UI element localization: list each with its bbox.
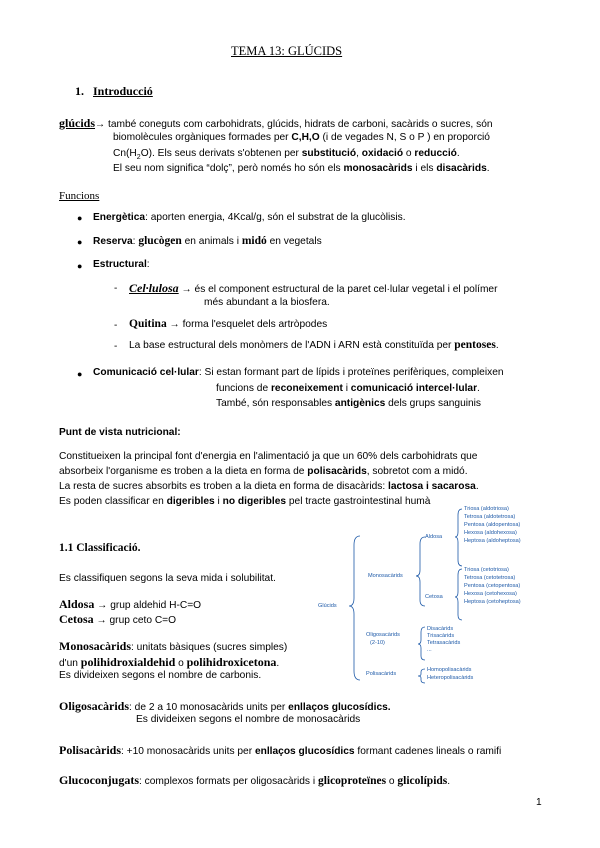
oligo-item: ... [427,647,432,653]
diagram-cetosa: Cetosa [425,594,443,600]
dash-marker: - [114,283,118,294]
section-heading: Introducció [93,84,153,98]
mono-line-3: Es divideixen segons el nombre de carbonis. [59,670,262,681]
nutricional-line-2: absorbeix l'organisme es troben a la dieta en forma de polisacàrids, sobretot com a midó. [59,466,468,477]
bullet-icon: ● [77,369,83,379]
cetose-item: Hexosa (cetohexosa) [464,591,517,597]
brace-oligosacarids [418,627,425,660]
funcio-comunicacio-l3: També, són responsables antigènics dels grups sanguinis [216,398,482,409]
aldose-item: Tetrosa (aldotetrosa) [464,514,516,520]
intro-line-2: biomolècules orgàniques formades per C,H,O (i de vegades N, S o P ) en proporció [113,132,490,143]
bullet-icon: ● [77,213,83,223]
poli-item: Heteropolisacàrids [427,675,474,681]
oligo-line-1: Oligosacàrids: de 2 a 10 monosacàrids units per enllaços glucosídics. [59,699,391,713]
classificacio-heading: 1.1 Classificació. [59,542,141,554]
diagram-oligosacarids: Oligosacàrids [366,632,400,638]
brace-aldosa [455,509,462,566]
cetose-item: Triosa (cetotriosa) [464,567,509,573]
cetose-item: Heptosa (cetoheptosa) [464,599,521,605]
cetose-item: Tetrosa (cetotetrosa) [464,575,516,581]
aldose-item: Hexosa (aldohexosa) [464,530,517,536]
cetose-item: Pentosa (cetopentosa) [464,583,521,589]
aldose-item: Pentosa (aldopentosa) [464,522,521,528]
brace-polisacarids [418,669,425,683]
page-title: TEMA 13: GLÚCIDS [231,44,343,58]
nutricional-line-1: Constitueixen la principal font d'energia en l'alimentació ja que un 60% dels carbohidrats que [59,451,478,462]
diagram-root: Glúcids [318,603,337,609]
dash-marker: - [114,341,118,352]
diagram-monosacarids: Monosacàrids [368,573,403,579]
oligo-item: Tetrasacàrids [427,640,461,646]
brace-monosacarids [416,537,425,606]
aldose-item: Triosa (aldotriosa) [464,506,509,512]
brace-glucids [349,536,360,680]
oligo-line-2: Es divideixen segons el nombre de monosacàrids [136,714,361,725]
intro-line-3: $Cn(H_2O)$. Els seus derivats s'obtenen per substitució, oxidació o reducció. [113,148,460,162]
intro-text: → també coneguts com carbohidrats, glúcids, hidrats de carboni, sacàrids o sucres, són [95,119,493,130]
oligo-item: Trisacàrids [427,633,455,639]
diagram-aldosa: Aldosa [425,534,443,540]
nutricional-line-4: Es poden classificar en digeribles i no digeribles pel tracte gastrointestinal humà [59,496,431,507]
item-pentoses: La base estructural dels monòmers de l'ADN i ARN està constituïda per pentoses. [129,339,499,351]
bullet-icon: ● [77,237,83,247]
item-quitina: Quitina → forma l'esquelet dels artròpodes [129,318,328,330]
funcio-estructural: Estructural: [93,259,150,270]
dash-marker: - [114,320,118,331]
classificacio-line-1: Es classifiquen segons la seva mida i solubilitat. [59,573,276,584]
poli-line: Polisacàrids: +10 monosacàrids units per enllaços glucosídics formant cadenes lineals o ramifi [59,743,502,757]
cetosa-line: Cetosa → grup ceto C=O [59,612,177,626]
aldose-item: Heptosa (aldoheptosa) [464,538,521,544]
nutricional-line-3: La resta de sucres absorbits es troben a la dieta en forma de disacàrids: lactosa i sacarosa. [59,481,479,492]
diagram-polisacarids: Polisacàrids [366,671,397,677]
page-number: 1 [536,797,542,808]
gluco-line: Glucoconjugats: complexos formats per oligosacàrids i glicoproteïnes o glicolípids. [59,773,451,787]
item-cellulosa-cont: més abundant a la biosfera. [204,297,330,308]
brace-cetosa [455,569,462,620]
funcio-comunicacio-l2: funcions de reconeixement i comunicació intercel·lular. [216,383,480,394]
oligo-item: Disacàrids [427,626,454,632]
diagram-oligo-range: (2-10) [370,640,385,646]
mono-line-2: d'un polihidroxialdehid o polihidroxicetona. [59,655,280,669]
funcio-energetica: Energètica: aporten energia, 4Kcal/g, són el substrat de la glucòlisis. [93,212,406,223]
term-glucids: glúcids [59,116,96,130]
intro-line-4: El seu nom significa “dolç”, però només ho són els monosacàrids i els disacàrids. [113,163,490,174]
bullet-icon: ● [77,261,83,271]
funcio-reserva: Reserva: glucògen en animals i midó en vegetals [93,235,322,247]
section-number: 1. [75,84,84,98]
nutricional-heading: Punt de vista nutricional: [59,427,181,438]
funcio-comunicacio: Comunicació cel·lular: Si estan formant part de lípids i proteïnes perifèriques, compleixen [93,367,504,378]
mono-line-1: Monosacàrids: unitats bàsiques (sucres simples) [59,639,288,653]
funcions-heading: Funcions [59,190,100,202]
aldosa-line: Aldosa → grup aldehid H-C=O [59,597,202,611]
poli-item: Homopolisacàrids [427,667,472,673]
item-cellulosa: Cel·lulosa → és el component estructural de la paret cel·lular vegetal i el polímer [129,281,498,295]
